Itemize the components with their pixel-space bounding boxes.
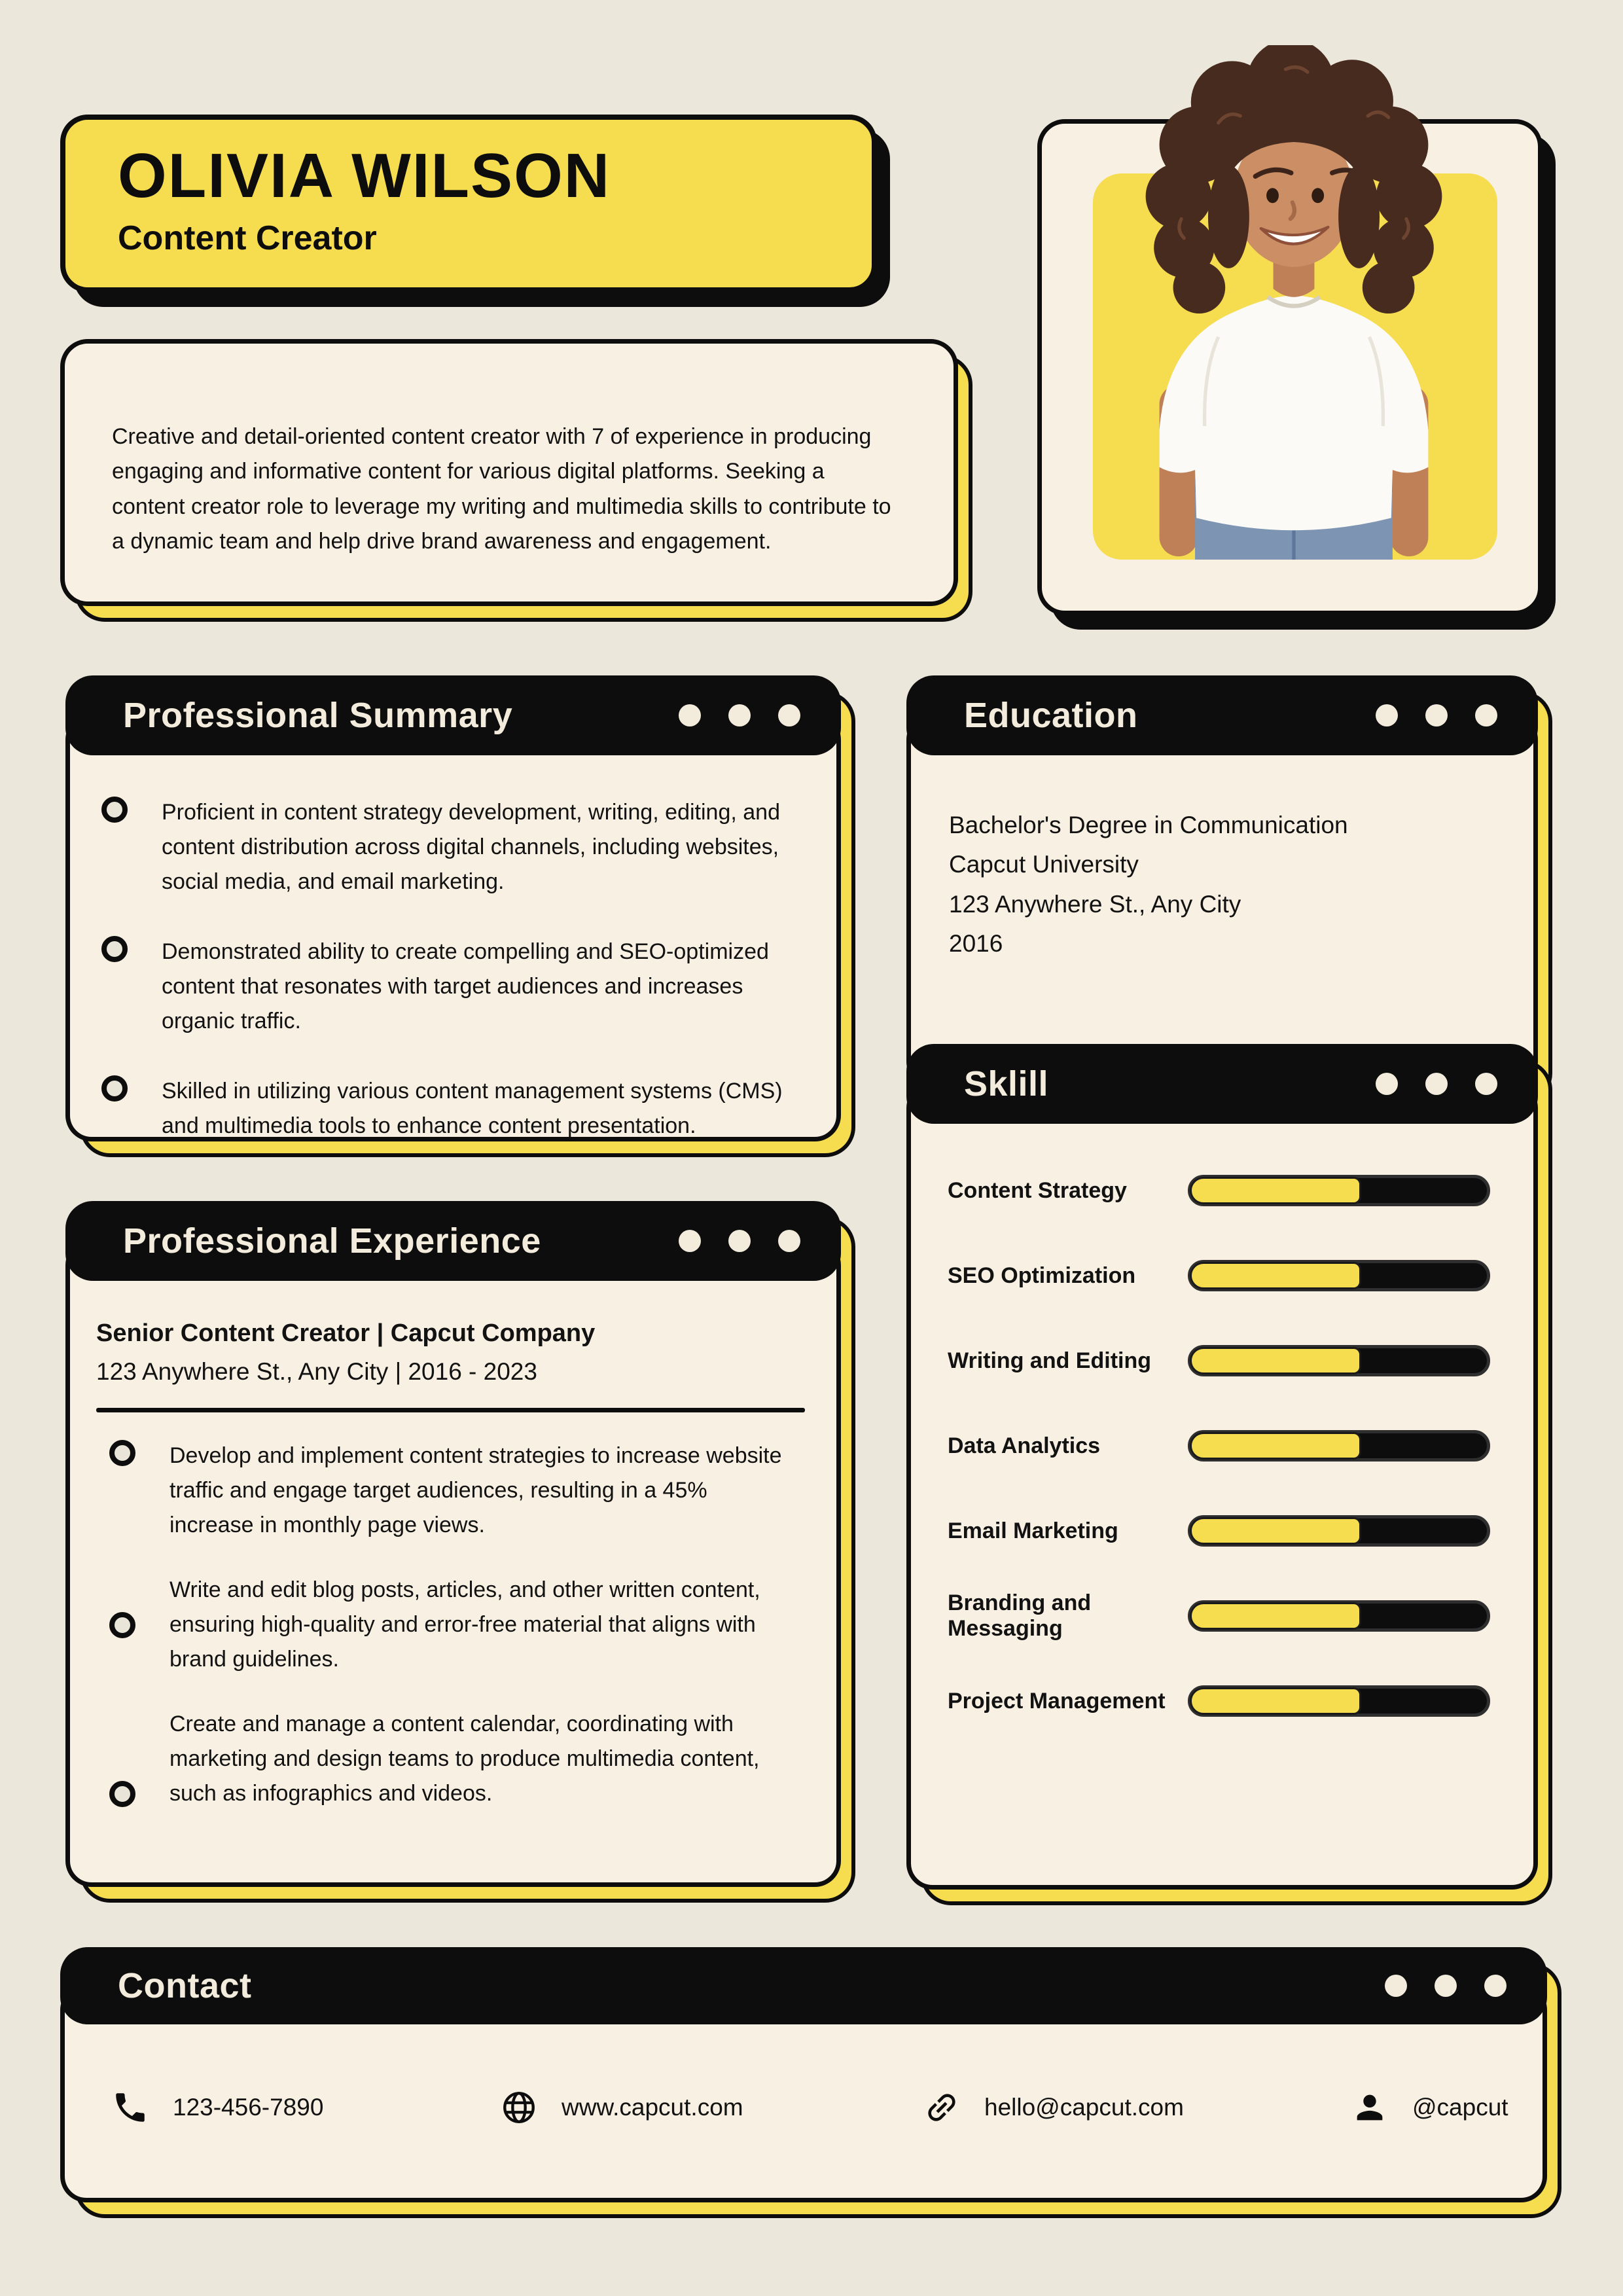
bullet-ring-icon [109, 1781, 135, 1807]
summary-bullet-row [70, 935, 836, 1039]
education-section [906, 675, 1538, 1088]
skill-bar [1188, 1685, 1490, 1717]
window-dots-icon [1385, 1975, 1507, 1997]
skill-bar [1188, 1600, 1490, 1632]
summary-bullet-row [70, 1074, 836, 1143]
skill-bar-fill [1190, 1177, 1361, 1204]
contact-website [500, 2017, 743, 2198]
experience-bullet-row [96, 1707, 805, 1811]
skill-bar-fill [1190, 1517, 1361, 1545]
job-meta: 123 Anywhere St., Any City | 2016 - 2023 [96, 1358, 537, 1386]
skill-bar [1188, 1260, 1490, 1291]
job-title: Senior Content Creator | Capcut Company [96, 1319, 596, 1347]
skill-bar-fill [1190, 1687, 1361, 1715]
skill-bar-fill [1190, 1262, 1361, 1289]
window-dot-icon [679, 1230, 701, 1252]
window-dot-icon [778, 704, 800, 726]
about-card [60, 339, 958, 606]
summary-bullet-row [70, 795, 836, 899]
window-dots-icon [1376, 704, 1497, 726]
contact-handle [1351, 2017, 1508, 2198]
window-dots-icon [1376, 1073, 1497, 1095]
window-dot-icon [778, 1230, 800, 1252]
skill-label: SEO Optimization [948, 1263, 1136, 1288]
experience-bullet-text: Create and manage a content calendar, coordinating with marketing and design teams to produce multimedia content, such as infographics and videos. [169, 1711, 760, 1806]
skill-bar-fill [1190, 1432, 1361, 1460]
section-title-contact: Contact [118, 1966, 252, 2005]
contact-phone [111, 2017, 323, 2198]
phone-icon [111, 2089, 149, 2126]
skill-row [948, 1331, 1490, 1390]
window-dots-icon [679, 704, 800, 726]
experience-section [65, 1201, 841, 1887]
education-school: Capcut University [949, 851, 1139, 878]
skill-row [948, 1501, 1490, 1560]
experience-bullet-row [96, 1439, 805, 1543]
skill-row [948, 1416, 1490, 1475]
skill-row [948, 1587, 1490, 1645]
skill-bar [1188, 1175, 1490, 1206]
section-title-education: Education [964, 696, 1138, 735]
page-title: OLIVIA WILSON [118, 141, 611, 211]
education-year: 2016 [949, 929, 1003, 957]
user-icon [1351, 2089, 1389, 2126]
photo-card [1037, 119, 1543, 615]
skill-label: Branding and Messaging [948, 1590, 1092, 1641]
window-dot-icon [1475, 704, 1497, 726]
window-dot-icon [1435, 1975, 1457, 1997]
contact-email [923, 2017, 1184, 2198]
skills-section [906, 1044, 1538, 1890]
professional-summary-section [65, 675, 841, 1141]
window-dot-icon [679, 704, 701, 726]
skill-label: Email Marketing [948, 1518, 1118, 1543]
skill-label: Content Strategy [948, 1177, 1127, 1203]
globe-icon [500, 2089, 538, 2126]
section-title-skills: Sklill [964, 1064, 1049, 1103]
contact-phone-text: 123-456-7890 [173, 2094, 324, 2121]
window-dot-icon [1425, 1073, 1448, 1095]
job-role-subtitle: Content Creator [118, 219, 377, 257]
skill-row [948, 1246, 1490, 1305]
name-card [60, 115, 877, 293]
about-text: Creative and detail-oriented content creator with 7 of experience in producing engaging and informative content for various digital platforms. Seeking a content creator role to leverage my writing and multimedia skills to contribute to a dynamic team and help drive brand awareness and engagement. [112, 424, 891, 554]
window-dots-icon [679, 1230, 800, 1252]
skill-label: Data Analytics [948, 1433, 1101, 1458]
contact-section [60, 1947, 1547, 2202]
window-dot-icon [1385, 1975, 1407, 1997]
skill-label: Writing and Editing [948, 1348, 1151, 1373]
contact-handle-text: @capcut [1412, 2094, 1508, 2121]
profile-photo [1107, 45, 1480, 560]
bullet-ring-icon [109, 1612, 135, 1638]
skill-bar-fill [1190, 1347, 1361, 1374]
section-title-professional-experience: Professional Experience [123, 1221, 541, 1261]
window-dot-icon [1376, 1073, 1398, 1095]
contact-email-text: hello@capcut.com [984, 2094, 1184, 2121]
window-dot-icon [1425, 704, 1448, 726]
skill-label: Project Management [948, 1688, 1166, 1713]
summary-bullet-text: Skilled in utilizing various content management systems (CMS) and multimedia tools to enhance content presentation. [162, 1079, 783, 1139]
skill-bar [1188, 1345, 1490, 1376]
portrait-illustration [1116, 45, 1472, 560]
experience-bullet-text: Write and edit blog posts, articles, and other written content, ensuring high-quality and error-free material that aligns with brand guidelines. [169, 1577, 760, 1672]
skill-bar [1188, 1430, 1490, 1462]
bullet-ring-icon [109, 1440, 135, 1466]
window-dot-icon [1376, 704, 1398, 726]
skill-row [948, 1161, 1490, 1220]
skill-row [948, 1672, 1490, 1731]
skill-bar-fill [1190, 1602, 1361, 1630]
bullet-ring-icon [101, 1075, 128, 1102]
bullet-ring-icon [101, 936, 128, 962]
section-title-professional-summary: Professional Summary [123, 696, 513, 735]
experience-bullet-row [96, 1573, 805, 1677]
experience-bullet-text: Develop and implement content strategies to increase website traffic and engage target audiences, resulting in a 45% increase in monthly page views. [169, 1443, 782, 1537]
summary-bullet-text: Proficient in content strategy development, writing, editing, and content distribution across digital channels, including websites, social media, and email marketing. [162, 800, 780, 895]
window-dot-icon [1475, 1073, 1497, 1095]
contact-website-text: www.capcut.com [562, 2094, 743, 2121]
summary-bullet-text: Demonstrated ability to create compelling and SEO-optimized content that resonates with target audiences and increases organic traffic. [162, 939, 769, 1034]
link-icon [923, 2089, 961, 2126]
education-degree: Bachelor's Degree in Communication [949, 812, 1348, 838]
window-dot-icon [728, 1230, 751, 1252]
education-address: 123 Anywhere St., Any City [949, 890, 1241, 918]
skill-bar [1188, 1515, 1490, 1547]
divider [96, 1408, 805, 1412]
bullet-ring-icon [101, 797, 128, 823]
window-dot-icon [728, 704, 751, 726]
window-dot-icon [1484, 1975, 1507, 1997]
